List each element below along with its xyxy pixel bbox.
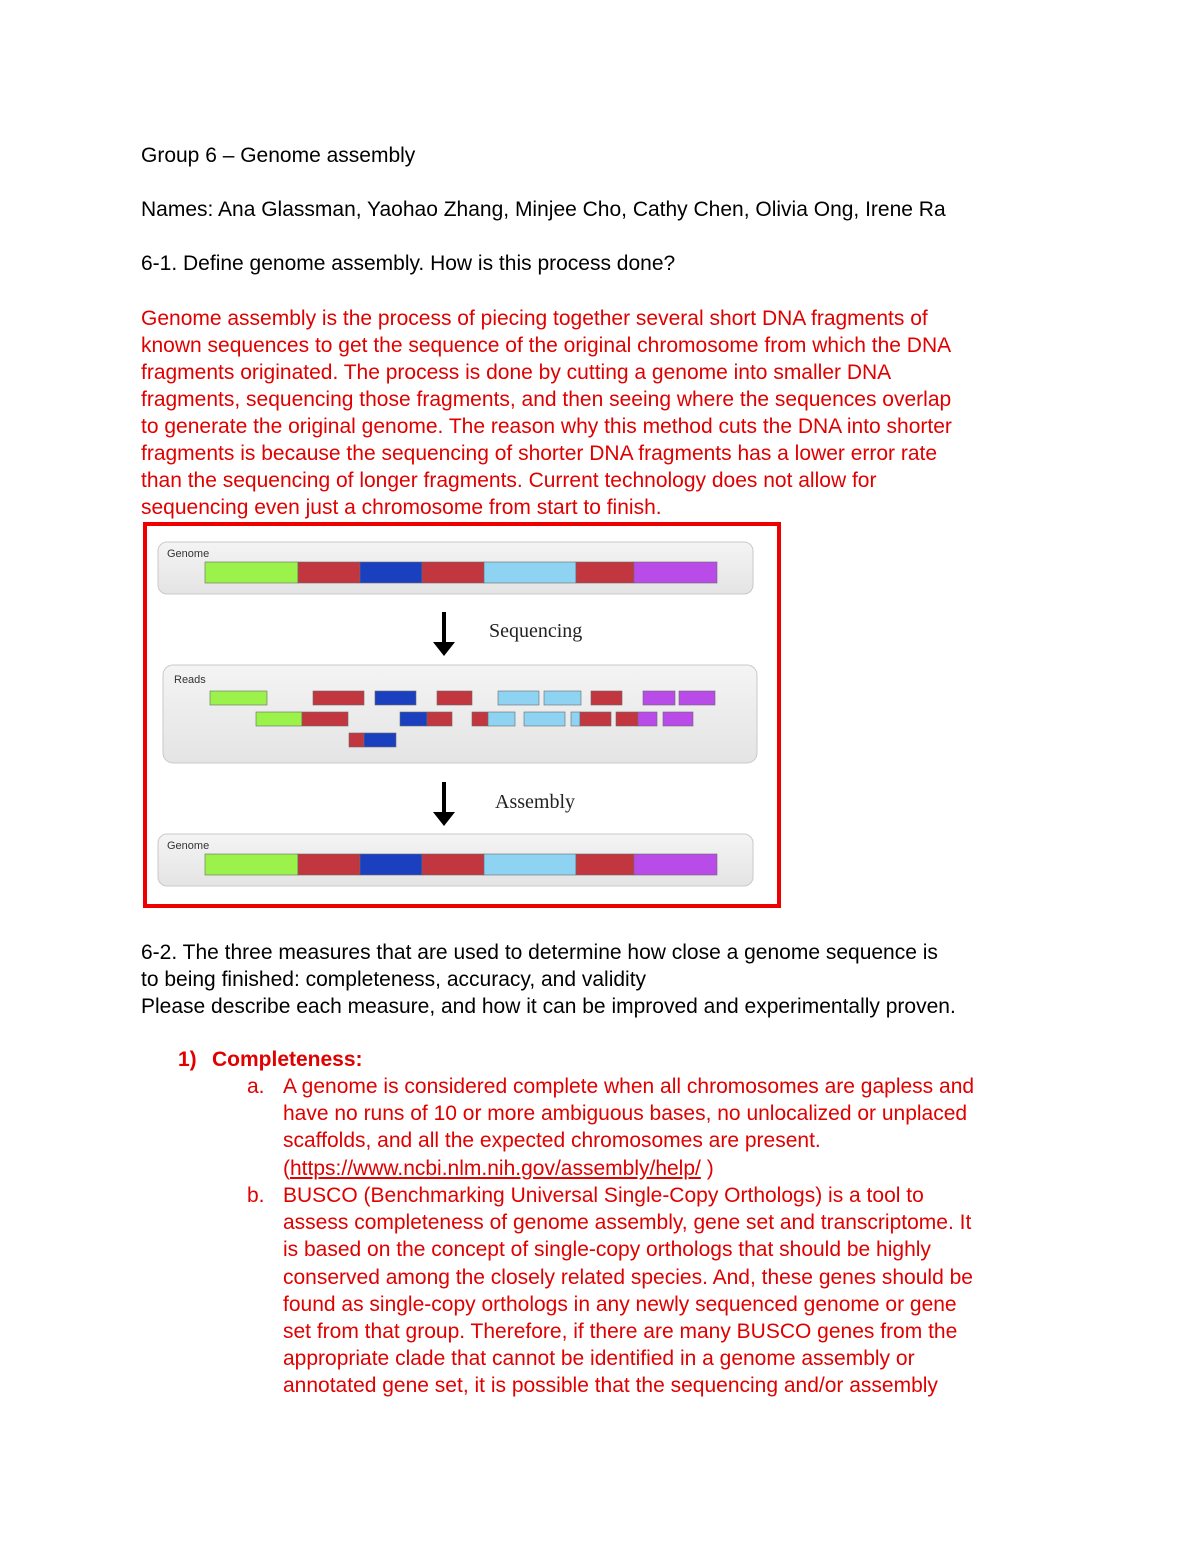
segment-red <box>576 562 634 583</box>
segment-purple <box>634 562 717 583</box>
answer-line: fragments is because the sequencing of shorter DNA fragments has a lower error rate <box>141 442 938 465</box>
read <box>313 691 364 705</box>
read <box>375 691 416 705</box>
ncbi-assembly-help-link[interactable]: https://www.ncbi.nlm.nih.gov/assembly/help/ <box>290 1156 701 1180</box>
sub-item-letter-a: a. <box>247 1075 265 1098</box>
question-6-1: 6-1. Define genome assembly. How is this process done? <box>141 252 676 275</box>
citation-suffix: ) <box>700 1156 714 1180</box>
read <box>400 712 427 726</box>
read <box>571 712 580 726</box>
segment-lightblue <box>484 562 576 583</box>
read <box>524 712 565 726</box>
segment-blue <box>360 562 422 583</box>
question-6-2 <box>141 939 1081 1020</box>
document-title: Group 6 – Genome assembly <box>141 144 416 167</box>
step-sequencing-label: Sequencing <box>489 620 583 642</box>
sub-item-line: is based on the concept of single-copy orthologs that should be highly <box>283 1238 931 1262</box>
read <box>498 691 539 705</box>
segment-red <box>298 562 360 583</box>
genome-assembly-figure <box>143 522 781 908</box>
sub-item-line: conserved among the closely related species. And, these genes should be <box>283 1265 973 1289</box>
answer-line: fragments, sequencing those fragments, and then seeing where the sequences overlap <box>141 388 952 411</box>
segment-purple <box>634 854 717 875</box>
read <box>302 712 348 726</box>
read <box>663 712 693 726</box>
sub-item-line: have no runs of 10 or more ambiguous bases, no unlocalized or unplaced <box>283 1102 968 1126</box>
read <box>580 712 611 726</box>
read <box>616 712 638 726</box>
segment-red <box>422 562 484 583</box>
read <box>643 691 675 705</box>
segment-green <box>205 562 298 583</box>
sub-item-line: appropriate clade that cannot be identified in a genome assembly or <box>283 1347 915 1371</box>
step-assembly-label: Assembly <box>495 791 575 813</box>
answer-line: sequencing even just a chromosome from start to finish. <box>141 496 662 519</box>
read <box>488 712 515 726</box>
sub-item-line: BUSCO (Benchmarking Universal Single-Copy Orthologs) is a tool to <box>283 1184 924 1207</box>
segment-blue <box>360 854 422 875</box>
group-names: Names: Ana Glassman, Yaohao Zhang, Minjee Cho, Cathy Chen, Olivia Ong, Irene Ra <box>141 198 946 221</box>
read <box>210 691 267 705</box>
genome-bar-bottom <box>205 854 717 875</box>
read <box>437 691 472 705</box>
segment-green <box>205 854 298 875</box>
figure-svg <box>147 526 777 904</box>
answer-line: than the sequencing of longer fragments. Current technology does not allow for <box>141 469 877 492</box>
sub-item-letter-b: b. <box>247 1184 265 1207</box>
sub-item-line: found as single-copy orthologs in any newly sequenced genome or gene <box>283 1292 957 1316</box>
citation-line <box>283 1155 1083 1182</box>
answer-line: Genome assembly is the process of piecing together several short DNA fragments of <box>141 307 928 330</box>
read <box>256 712 302 726</box>
segment-red <box>298 854 360 875</box>
read <box>591 691 622 705</box>
read <box>679 691 715 705</box>
genome-bar-top <box>205 562 717 583</box>
citation-prefix: ( <box>283 1156 290 1180</box>
answer-line: known sequences to get the sequence of the original chromosome from which the DNA <box>141 334 952 357</box>
question-line: 6-2. The three measures that are used to determine how close a genome sequence is <box>141 941 938 964</box>
segment-red <box>576 854 634 875</box>
sub-item-line: scaffolds, and all the expected chromosomes are present. <box>283 1129 821 1153</box>
down-arrow-icon <box>433 612 455 656</box>
sub-item-a <box>283 1073 1083 1182</box>
panel-mid-label: Reads <box>174 674 206 686</box>
question-line: Please describe each measure, and how it can be improved and experimentally proven. <box>141 995 956 1018</box>
sub-item-line: A genome is considered complete when all chromosomes are gapless and <box>283 1075 975 1098</box>
sub-item-line: set from that group. Therefore, if there are many BUSCO genes from the <box>283 1320 958 1344</box>
sub-item-line: assess completeness of genome assembly, gene set and transcriptome. It <box>283 1211 972 1235</box>
segment-red <box>422 854 484 875</box>
read <box>472 712 488 726</box>
down-arrow-icon <box>433 782 455 826</box>
read <box>427 712 452 726</box>
panel-top-label: Genome <box>167 548 210 560</box>
segment-lightblue <box>484 854 576 875</box>
answer-line: fragments originated. The process is done by cutting a genome into smaller DNA <box>141 361 892 384</box>
read <box>364 733 396 747</box>
read <box>544 691 581 705</box>
read <box>638 712 657 726</box>
answer-line: to generate the original genome. The reason why this method cuts the DNA into shorter <box>141 415 952 438</box>
sub-item-b <box>283 1182 1083 1400</box>
completeness-heading: Completeness: <box>212 1048 363 1071</box>
panel-bottom-label: Genome <box>167 840 210 852</box>
question-line: to being finished: completeness, accuracy, and validity <box>141 968 647 991</box>
sub-item-line: annotated gene set, it is possible that the sequencing and/or assembly <box>283 1374 938 1398</box>
read <box>349 733 364 747</box>
list-number: 1) <box>178 1048 197 1071</box>
answer-6-1 <box>141 305 1081 521</box>
